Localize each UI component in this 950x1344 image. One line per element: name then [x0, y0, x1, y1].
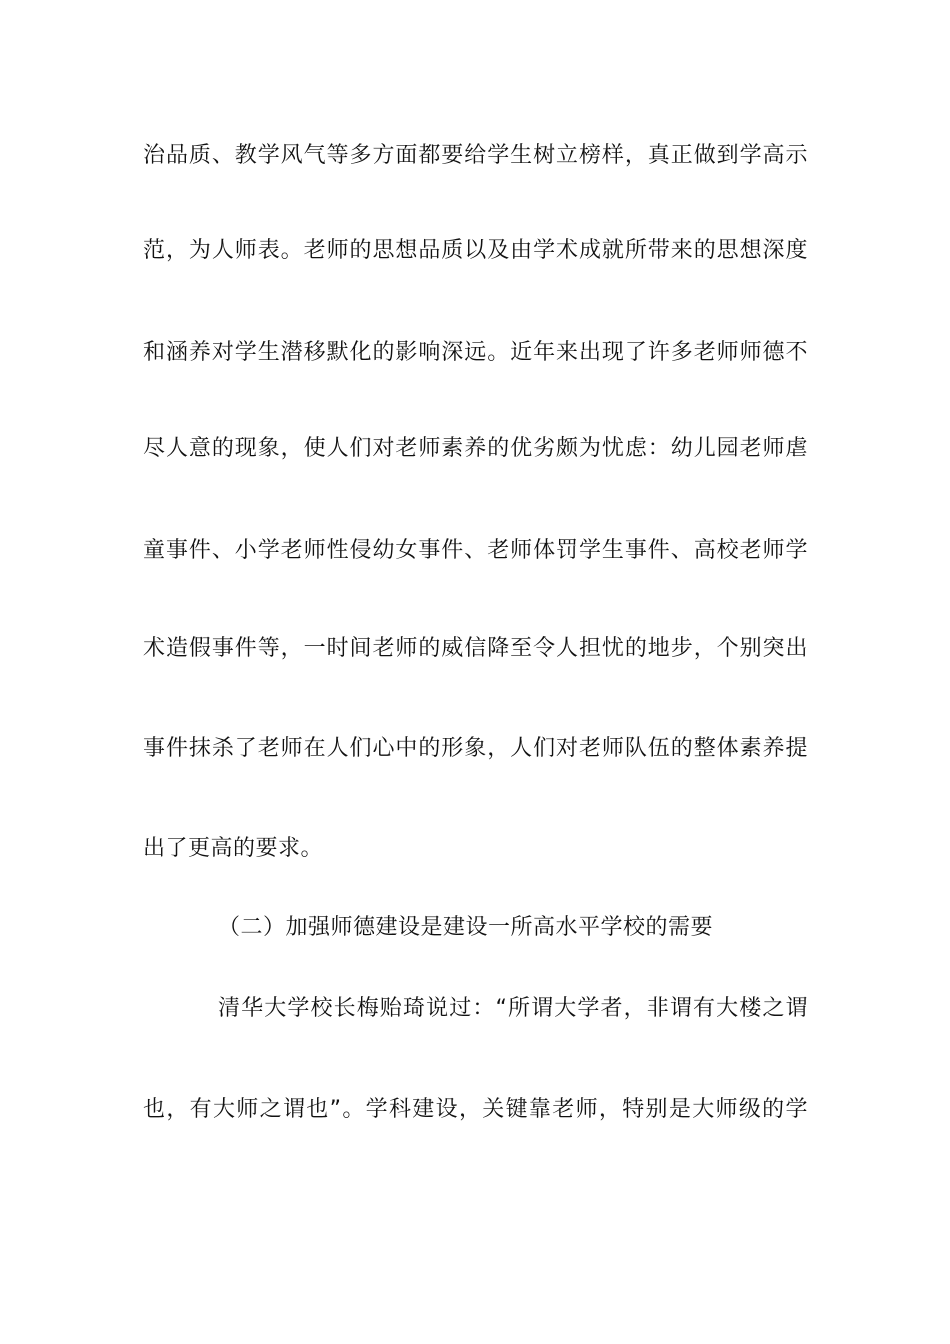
paragraph-line: 也，有大师之谓也”。学科建设，关键靠老师，特别是大师级的学 [143, 1097, 808, 1122]
paragraph-line: 清华大学校长梅贻琦说过：“所谓大学者，非谓有大楼之谓 [218, 996, 808, 1021]
paragraph-line: 童事件、小学老师性侵幼女事件、老师体罚学生事件、高校老师学 [143, 538, 808, 563]
paragraph-line: 术造假事件等，一时间老师的威信降至令人担忧的地步，个别突出 [143, 636, 808, 661]
paragraph-line: 事件抹杀了老师在人们心中的形象，人们对老师队伍的整体素养提 [143, 736, 808, 761]
paragraph-line: 和涵养对学生潜移默化的影响深远。近年来出现了许多老师师德不 [143, 340, 808, 365]
paragraph-line: 范，为人师表。老师的思想品质以及由学术成就所带来的思想深度 [143, 238, 808, 263]
paragraph-line: 出了更高的要求。 [143, 836, 324, 861]
paragraph-line: 尽人意的现象，使人们对老师素养的优劣颇为忧虑：幼儿园老师虐 [143, 436, 808, 461]
paragraph-line: 治品质、教学风气等多方面都要给学生树立榜样，真正做到学高示 [143, 143, 808, 168]
section-heading: （二）加强师德建设是建设一所高水平学校的需要 [218, 915, 714, 940]
